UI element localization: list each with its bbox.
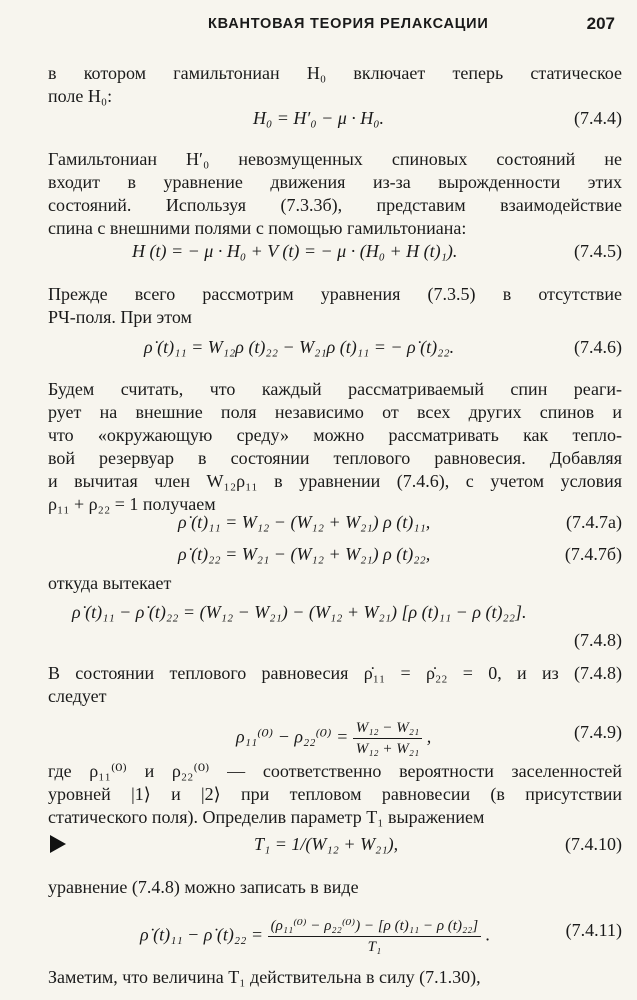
text-line: что «окружающую среду» можно рассматривать как тепло-: [48, 425, 622, 445]
equation-tail: ,: [426, 726, 432, 747]
equation-number: (7.4.7а): [566, 512, 622, 532]
running-title: КВАНТОВАЯ ТЕОРИЯ РЕЛАКСАЦИИ: [208, 16, 489, 32]
text-line: вой резервуар в состоянии теплового равновесия. Добавляя: [48, 448, 622, 468]
text-line: поле H₀:: [48, 86, 113, 106]
text-line: и вычитая член W₁₂ρ₁₁ в уравнении (7.4.6), с учетом условия: [48, 471, 622, 491]
equation-7-4-11: [48, 904, 622, 960]
equation-7-4-8: [48, 598, 622, 626]
equation-tail: .: [485, 924, 491, 945]
text-line: Заметим, что величина T₁ действительна в силу (7.1.30),: [48, 967, 481, 987]
equation-number: (7.4.4): [574, 108, 622, 128]
text-line: откуда вытекает: [48, 573, 172, 593]
fraction-numerator: W₁₂ − W₂₁: [353, 718, 422, 739]
equation-7-4-6: [48, 333, 622, 361]
paragraph-7: [48, 760, 622, 829]
equation-body: ρ̇ (t)₁₁ = W₁₂ − (W₁₂ + W₂₁) ρ (t)₁₁,: [178, 512, 431, 532]
paragraph-8: [48, 876, 622, 899]
paragraph-9: [48, 966, 622, 989]
equation-body: [236, 718, 431, 759]
text-line: РЧ-поля. При этом: [48, 307, 192, 327]
text-line: спина с внешними полями с помощью гамильтониана:: [48, 218, 467, 238]
equation-fraction: [268, 916, 482, 957]
equation-body: ρ̇ (t)₁₁ − ρ̇ (t)₂₂ = (W₁₂ − W₂₁) − (W₁₂ + W₂₁) [ρ (t)₁₁ − ρ (t)₂₂].: [72, 602, 527, 622]
equation-number: (7.4.11): [565, 920, 622, 940]
text-line: рует на внешние поля независимо от всех других спинов и: [48, 402, 622, 422]
fraction-denominator: W₁₂ + W₂₁: [355, 741, 420, 757]
equation-number: (7.4.6): [574, 337, 622, 357]
text-line: уровней |1⟩ и |2⟩ при тепловом равновесии (в присутствии: [48, 784, 622, 804]
text-line: входит в уравнение движения из-за вырожденности этих: [48, 172, 622, 192]
equation-number: (7.4.9): [574, 722, 622, 742]
equation-body: ρ̇ (t)₂₂ = W₂₁ − (W₁₂ + W₂₁) ρ (t)₂₂,: [178, 544, 431, 564]
page-number: 207: [586, 14, 615, 33]
equation-7-4-8-number-row: [48, 626, 622, 654]
text-line: где ρ₁₁⁽⁰⁾ и ρ₂₂⁽⁰⁾ — соответственно вероятности заселенностей: [48, 761, 622, 781]
paragraph-4: [48, 378, 622, 516]
text-line: в котором гамильтониан H₀ включает теперь статическое: [48, 63, 622, 83]
equation-7-4-7a: [48, 508, 622, 536]
equation-body: H (t) = − μ · H₀ + V (t) = − μ · (H₀ + H (t)₁).: [132, 241, 458, 261]
fraction-numerator: (ρ₁₁⁽⁰⁾ − ρ₂₂⁽⁰⁾) − [ρ (t)₁₁ − ρ (t)₂₂]: [268, 916, 482, 937]
fraction-denominator: T₁: [367, 939, 382, 955]
text-line: Будем считать, что каждый рассматриваемый спин реаги-: [48, 379, 622, 399]
equation-number: (7.4.8): [574, 630, 622, 650]
equation-body: ρ̇ (t)₁₁ = W₁₂ρ (t)₂₂ − W₂₁ρ (t)₁₁ = − ρ̇ (t)₂₂.: [144, 337, 455, 357]
text-line: следует: [48, 686, 107, 706]
paragraph-5: [48, 572, 622, 595]
equation-7-4-10: [48, 830, 622, 858]
equation-lhs: ρ₁₁⁽⁰⁾ − ρ₂₂⁽⁰⁾ =: [236, 726, 349, 747]
paragraph-1: [48, 62, 622, 108]
equation-7-4-5: [48, 237, 622, 265]
text-line: Гамильтониан H′₀ невозмущенных спиновых состояний не: [48, 149, 622, 169]
paragraph-3: [48, 283, 622, 329]
text-line: состояний. Используя (7.3.3б), представим взаимодействие: [48, 195, 622, 215]
text-line: Прежде всего рассмотрим уравнения (7.3.5) в отсутствие: [48, 284, 622, 304]
equation-number: (7.4.5): [574, 241, 622, 261]
equation-number: (7.4.10): [565, 834, 622, 854]
equation-fraction: [353, 718, 422, 759]
equation-7-4-4: [48, 104, 622, 132]
running-header: [48, 14, 625, 38]
text-line: уравнение (7.4.8) можно записать в виде: [48, 877, 359, 897]
equation-lhs: ρ̇ (t)₁₁ − ρ̇ (t)₂₂ =: [140, 924, 264, 945]
equation-7-4-9: [48, 712, 622, 756]
equation-number: (7.4.7б): [564, 544, 622, 564]
text-line: статического поля). Определив параметр T₁ выражением: [48, 807, 485, 827]
equation-body: T₁ = 1/(W₁₂ + W₂₁),: [254, 834, 399, 854]
text-line: ρ₁₁ + ρ₂₂ = 1 получаем: [48, 494, 216, 514]
text-line: В состоянии теплового равновесия ρ̇₁₁ = ρ̇₂₂ = 0, и из (7.4.8): [48, 663, 622, 683]
paragraph-2: [48, 148, 622, 240]
paragraph-6: [48, 662, 622, 708]
equation-body: H₀ = H′₀ − μ · H₀.: [253, 108, 385, 128]
equation-body: [140, 916, 490, 957]
equation-7-4-7b: [48, 540, 622, 568]
